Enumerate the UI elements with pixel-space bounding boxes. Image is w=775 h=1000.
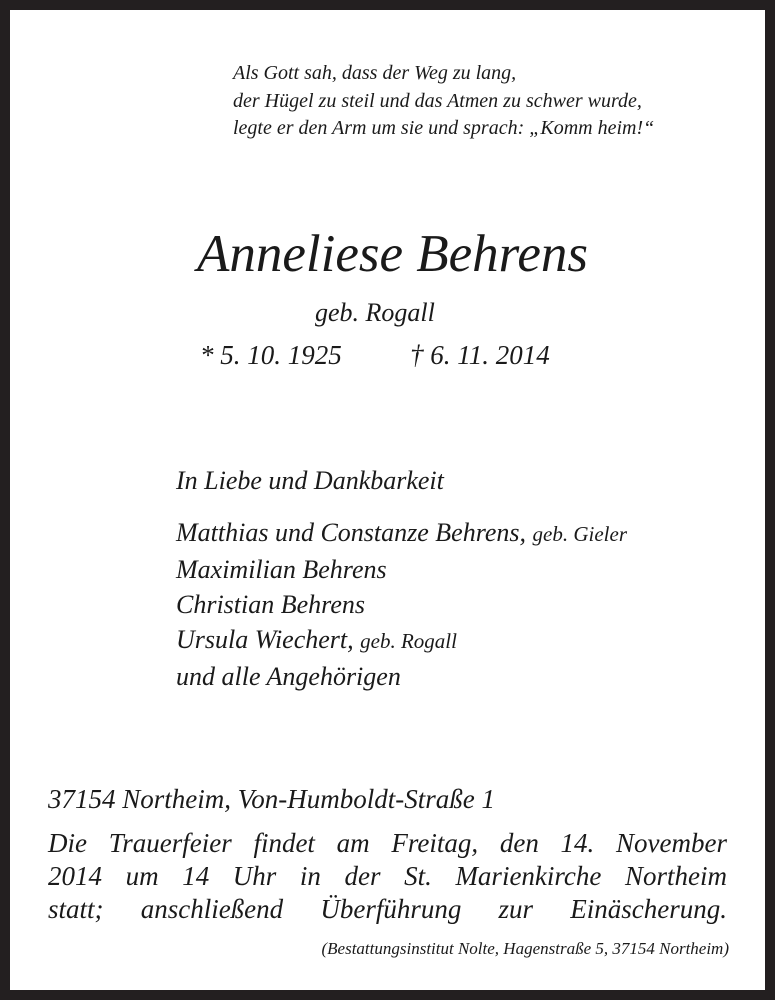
service-info (48, 827, 727, 926)
mourner (176, 552, 627, 587)
mourner-note: geb. Gieler (532, 522, 628, 546)
mourner-name: Ursula Wiechert, (176, 625, 354, 654)
obituary-notice (10, 10, 765, 990)
mourners-intro: In Liebe und Dankbarkeit (176, 466, 444, 495)
mourner-name: Maximilian Behrens (176, 555, 387, 584)
funeral-home: (Bestattungsinstitut Nolte, Hagenstraße 5, 37154 Northeim) (321, 939, 729, 958)
quote-line: legte er den Arm um sie und sprach: „Komm heim!“ (233, 117, 655, 139)
service-line: statt; anschließend Überführung zur Einäscherung. (48, 894, 727, 924)
address: 37154 Northeim, Von-Humboldt-Straße 1 (48, 784, 495, 814)
service-line: 2014 um 14 Uhr in der St. Marienkirche Northeim (48, 861, 727, 891)
birth-date: * 5. 10. 1925 (200, 340, 342, 370)
mourner-name: und alle Angehörigen (176, 662, 401, 691)
death-date: † 6. 11. 2014 (410, 340, 550, 370)
deceased-name: Anneliese Behrens (197, 225, 588, 283)
service-line: Die Trauerfeier findet am Freitag, den 14. November (48, 828, 727, 858)
mourners-list (176, 515, 627, 694)
mourner (176, 587, 627, 622)
mourner-name: Matthias und Constanze Behrens, (176, 518, 527, 547)
mourner (176, 659, 627, 694)
mourner (176, 622, 627, 659)
mourner (176, 515, 627, 552)
quote-line: Als Gott sah, dass der Weg zu lang, (233, 62, 517, 84)
born-name: geb. Rogall (315, 298, 435, 327)
mourner-note: geb. Rogall (360, 629, 457, 653)
quote (233, 60, 654, 143)
mourner-name: Christian Behrens (176, 590, 365, 619)
quote-line: der Hügel zu steil und das Atmen zu schwer wurde, (233, 89, 642, 112)
